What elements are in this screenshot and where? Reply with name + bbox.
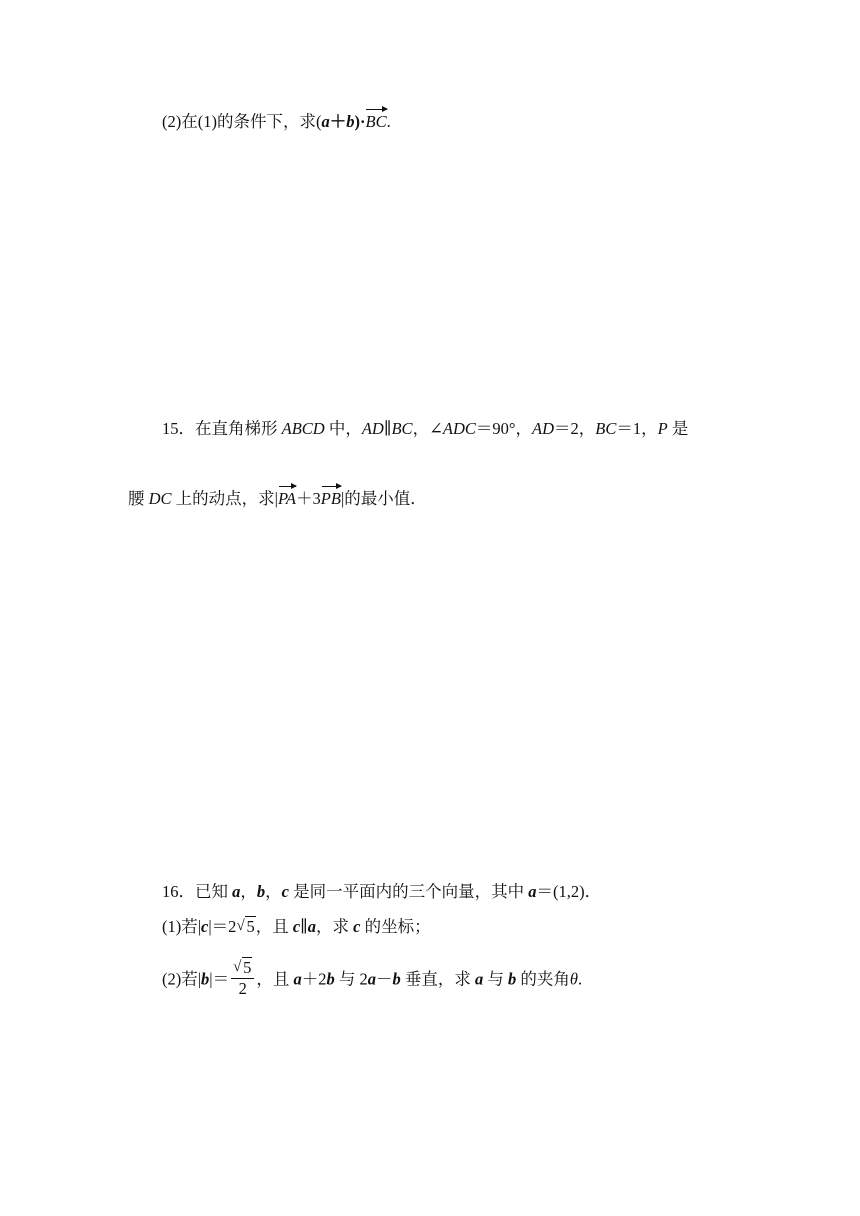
text: ＝(1,2)． (536, 882, 602, 901)
close-dot: )· (354, 112, 366, 131)
text: ，∠ (412, 419, 443, 438)
radical-sign: √ (236, 918, 245, 934)
text: ， (265, 882, 282, 901)
q15-p: P (657, 419, 668, 438)
vector-a: a (474, 969, 484, 989)
q16-part1 (162, 917, 431, 937)
parallel-symbol: ∥ (300, 917, 308, 936)
text: 中， (324, 419, 362, 438)
vector-b: b (507, 969, 517, 989)
text: 的坐标； (360, 917, 431, 936)
text: － (375, 969, 393, 989)
text: (2)若| (162, 969, 202, 989)
vector-bc: BC (365, 112, 387, 131)
text: ＝2， (554, 419, 596, 438)
vector-b: b (326, 969, 335, 989)
vector-b: b (346, 112, 355, 131)
q15-bc2: BC (595, 419, 617, 438)
vector-b: b (256, 882, 266, 901)
vector-a: a (293, 969, 302, 989)
q16-line1 (162, 882, 601, 902)
text: 腰 (128, 489, 149, 508)
vector-c: c (201, 917, 209, 936)
q15-bc: BC (391, 419, 413, 438)
text: 上的动点，求| (171, 489, 278, 508)
text: ＋2 (301, 969, 327, 989)
text: ，且 (255, 917, 293, 936)
text: ＝1， (616, 419, 658, 438)
radical-sign: √ (233, 959, 242, 975)
vector-b: b (392, 969, 401, 989)
vector-pa: PA (277, 489, 297, 508)
text: 垂直，求 (400, 969, 475, 989)
fraction (231, 958, 254, 999)
vector-a: a (307, 917, 317, 936)
text: ， (240, 882, 257, 901)
q15-adc: ADC (442, 419, 476, 438)
text: ，求 (316, 917, 354, 936)
sqrt-expression (236, 917, 255, 937)
period: . (577, 969, 583, 989)
text: ，且 (256, 969, 294, 989)
vector-c: c (281, 882, 289, 901)
text: ＋3 (296, 489, 321, 508)
text: |＝2 (208, 917, 237, 936)
text: |＝ (209, 969, 230, 989)
text: ＝90°， (475, 419, 532, 438)
q15-abcd: ABCD (281, 419, 325, 438)
vector-a: a (321, 112, 330, 131)
q15-number-text: 15．在直角梯形 (162, 419, 282, 438)
radicand: 5 (243, 958, 252, 977)
vector-pb: PB (320, 489, 341, 508)
text: (1)若| (162, 917, 202, 936)
q14-part2-line (162, 112, 391, 132)
q15-line1 (162, 419, 688, 439)
vector-a: a (232, 882, 241, 901)
text: 的夹角 (516, 969, 570, 989)
q16-number-text: 16．已知 (162, 882, 233, 901)
vector-c: c (353, 917, 361, 936)
text: 与 2 (334, 969, 368, 989)
q15-ad: AD (361, 419, 384, 438)
q15-ad2: AD (532, 419, 554, 438)
plus-sign: ＋ (329, 112, 347, 131)
q15-dc: DC (148, 489, 172, 508)
text: |的最小值． (340, 489, 427, 508)
q16-part2 (162, 960, 582, 1001)
q14-part2-label: (2)在(1)的条件下，求( (162, 112, 322, 131)
period: . (386, 112, 391, 131)
fraction-numerator (231, 958, 254, 979)
text: 与 (483, 969, 508, 989)
vector-a: a (367, 969, 376, 989)
vector-a: a (528, 882, 537, 901)
vector-c: c (292, 917, 301, 936)
q15-line2 (128, 489, 427, 509)
fraction-denominator: 2 (238, 979, 247, 998)
theta-symbol: θ (569, 969, 578, 989)
parallel-symbol: ∥ (383, 419, 392, 438)
radicand: 5 (246, 917, 255, 936)
vector-b: b (201, 969, 210, 989)
text: 是 (667, 419, 689, 438)
text: 是同一平面内的三个向量，其中 (288, 882, 529, 901)
sqrt-expression (233, 958, 252, 978)
